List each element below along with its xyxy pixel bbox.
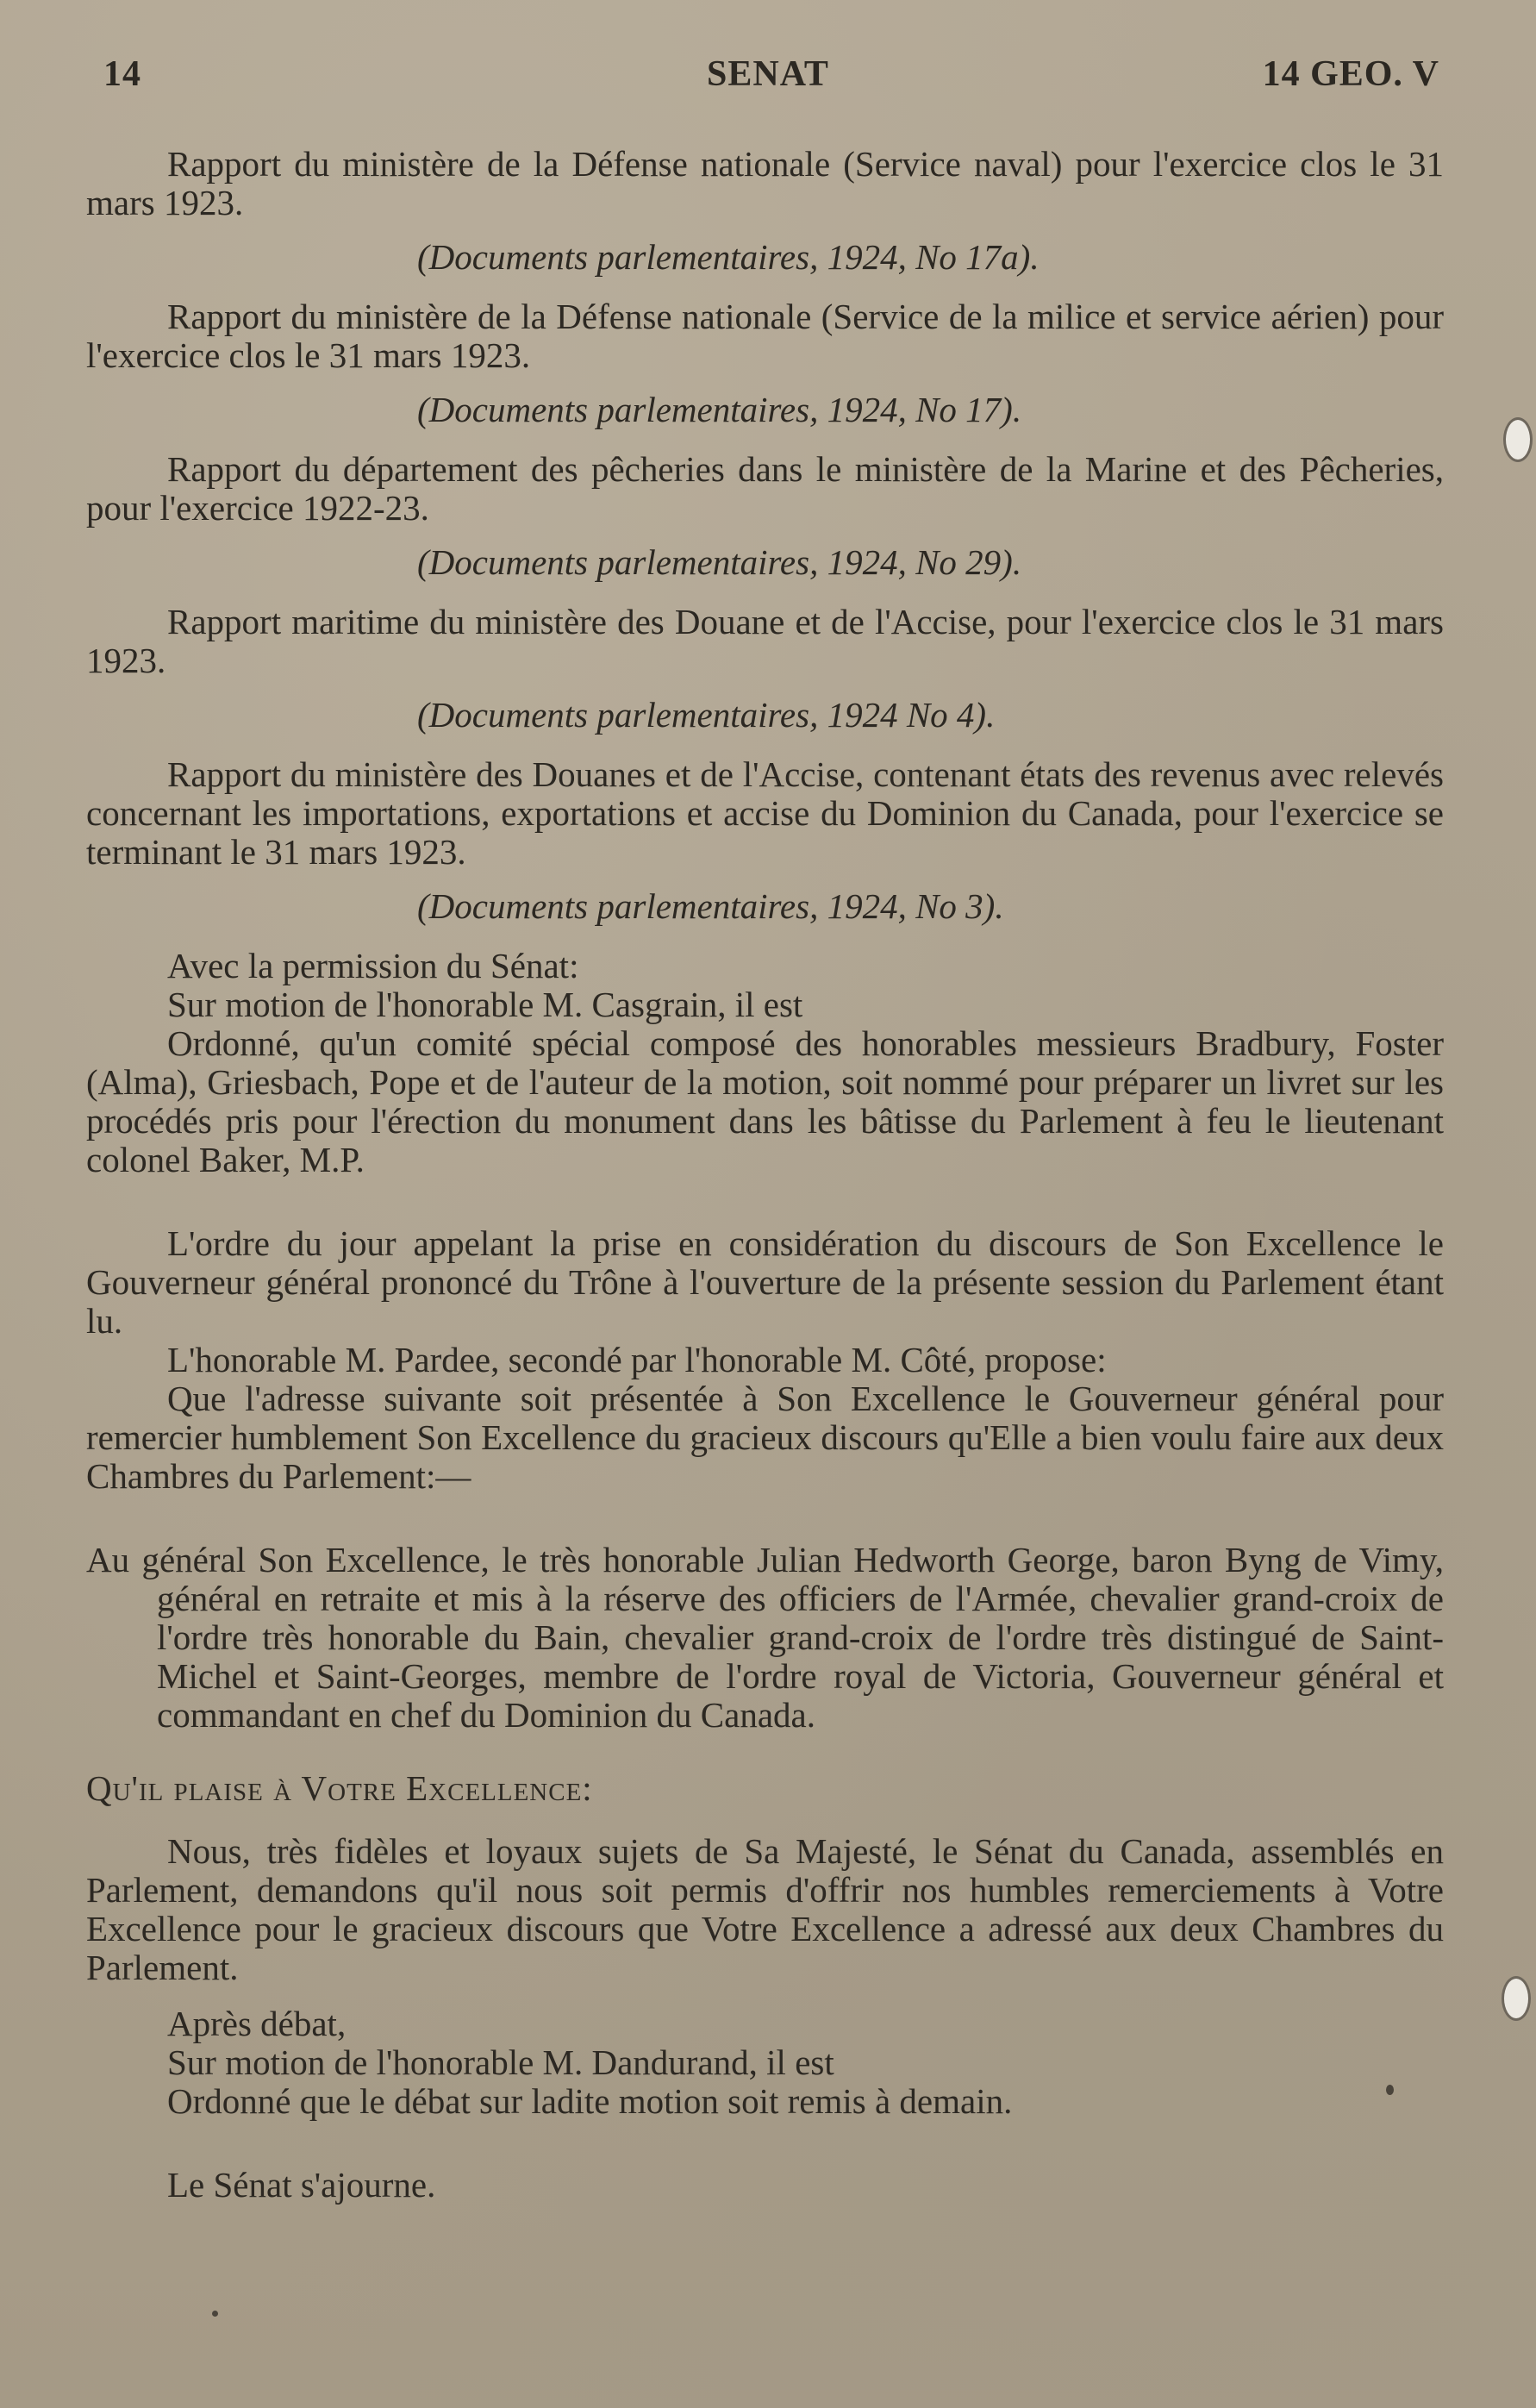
adjournment-order: Ordonné que le débat sur ladite motion soit remis à demain. [167,2081,1013,2121]
report-entry: Rapport maritime du ministère des Douane et de l'Accise, pour l'exercice clos le 31 mars 1923. [86,602,1444,680]
running-title: SENAT [707,54,829,94]
binding-hole [1503,417,1533,462]
dandurand-motion: Sur motion de l'honorable M. Dandurand, il est [167,2042,834,2082]
document-reference: (Documents parlementaires, 1924, No 17a). [417,237,1040,277]
order-of-the-day: L'ordre du jour appelant la prise en considération du discours de Son Excellence le Gouverneur général prononcé du Trône à l'ouverture de la présente session du Parlement étant lu. [86,1223,1444,1341]
address-intro: Que l'adresse suivante soit présentée à Son Excellence le Gouverneur général pour remercier humblement Son Excellence du gracieux discours qu'Elle a bien voulu faire aux deux Chambres du Parlement:— [86,1379,1444,1496]
document-reference: (Documents parlementaires, 1924, No 29). [417,542,1022,582]
document-reference: (Documents parlementaires, 1924, No 17). [417,390,1022,429]
ink-speck [212,2311,218,2317]
report-entry: Rapport du département des pêcheries dans le ministère de la Marine et des Pêcheries, pour l'exercice 1922-23. [86,449,1444,528]
senate-adjourns: Le Sénat s'ajourne. [167,2165,436,2205]
page-body [86,145,1444,2205]
address-body: Nous, très fidèles et loyaux sujets de Sa Majesté, le Sénat du Canada, assemblés en Parlement, demandons qu'il nous soit permis d'offrir nos humbles remerciements à Votre Excellence pour le gracieux discours que Votre Excellence a adressé aux deux Chambres du Parlement. [86,1831,1444,1987]
motion-line: Sur motion de l'honorable M. Casgrain, il est [167,985,803,1024]
pardee-motion: L'honorable M. Pardee, secondé par l'honorable M. Côté, propose: [167,1340,1107,1379]
report-entry: Rapport du ministère de la Défense nationale (Service naval) pour l'exercice clos le 31 mars 1923. [86,144,1444,222]
permission-line: Avec la permission du Sénat: [167,946,579,985]
report-entry: Rapport du ministère des Douanes et de l'Accise, contenant états des revenus avec relevés concernant les importations, exportations et accise du Dominion du Canada, pour l'exercice se terminant le 31 mars 1923. [86,754,1444,872]
session-label: 14 GEO. V [1262,54,1439,94]
binding-hole [1502,1976,1531,2021]
document-reference: (Documents parlementaires, 1924 No 4). [417,695,996,735]
page-number: 14 [103,54,141,94]
addressee-block: Au général Son Excellence, le très honorable Julian Hedworth George, baron Byng de Vimy, général en retraite et mis à la réserve des officiers de l'Armée, chevalier grand-croix de l'ordre très honorable du Bain, chevalier grand-croix de l'ordre très distingué de Saint-Michel et Saint-Georges, membre de l'ordre royal de Victoria, Gouverneur général et commandant en chef du Dominion du Canada. [86,1540,1444,1735]
document-reference: (Documents parlementaires, 1924, No 3). [417,886,1004,926]
report-entry: Rapport du ministère de la Défense nationale (Service de la milice et service aérien) pour l'exercice clos le 31 mars 1923. [86,297,1444,375]
debate-line: Après débat, [167,2004,347,2043]
address-heading: Qu'il plaise à Votre Excellence: [86,1768,593,1808]
committee-order: Ordonné, qu'un comité spécial composé des honorables messieurs Bradbury, Foster (Alma), Griesbach, Pope et de l'auteur de la motion, soit nommé pour préparer un livret sur les procédés pris pour l'érection du monument dans les bâtisse du Parlement à feu le lieutenant colonel Baker, M.P. [86,1023,1444,1179]
ink-speck [1386,2085,1394,2095]
